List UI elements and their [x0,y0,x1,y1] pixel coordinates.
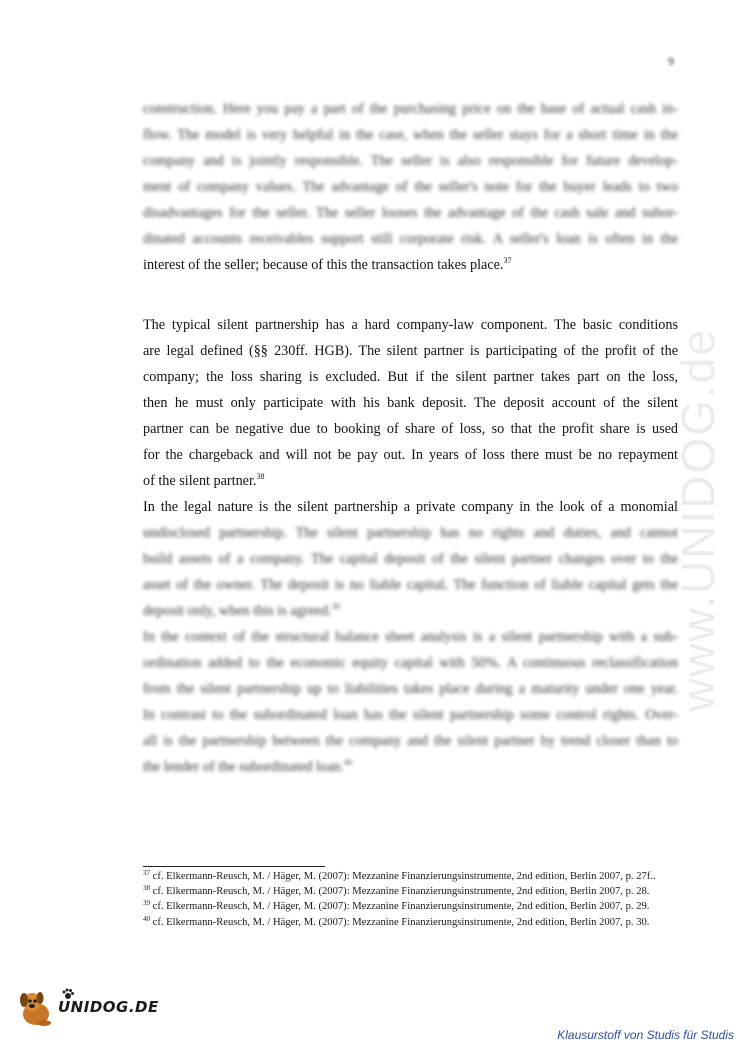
text-line: build assets of a company. The capital deposit of the silent partner changes over to the [143,551,678,567]
text-line: then he must only participate with his bank deposit. The deposit account of the silent [143,395,678,411]
text-line: dinated accounts receivables support still corporate risk. A seller's loan is often in the [143,231,678,247]
page-number: 9 [668,54,674,68]
logo-text: UNIDOG.DE [58,998,159,1016]
footnote-text: cf. Elkermann-Reusch, M. / Häger, M. (2007): Mezzanine Finanzierungsinstrumente, 2nd edition, Berlin 2007, p. 28. [152,886,650,898]
text-line: The typical silent partnership has a hard company-law component. The basic conditions [143,317,678,333]
footnote-ref[interactable]: 37 [503,256,512,265]
text-line: In the legal nature is the silent partnership a private company in the look of a monomial [143,499,678,515]
text-line: all is the partnership between the company and the silent partner by trend closer than to [143,733,678,749]
text-line-content: of the silent partner. [143,473,257,489]
text-line: from the silent partnership up to liabilities takes place during a maturity under one year. [143,681,678,697]
text-line: undisclosed partnership. The silent partnership has no rights and duties, and cannot [143,525,678,541]
text-line: disadvantages for the seller. The seller looses the advantage of the cash sale and subor- [143,205,678,221]
text-line: company; the loss sharing is excluded. But if the silent partner takes part on the loss, [143,369,678,385]
text-line: flow. The model is very helpful in the case, when the seller stays for a short time in the [143,127,678,143]
unidog-logo[interactable] [14,986,159,1030]
paragraph-1 [143,96,678,278]
text-line: are legal defined (§§ 230ff. HGB). The silent partner is participating of the profit of the [143,343,678,359]
footnote-ref[interactable]: 38 [256,472,265,481]
text-line: asset of the owner. The deposit is no liable capital. The function of liable capital gets the [143,577,678,593]
footnote-text: cf. Elkermann-Reusch, M. / Häger, M. (2007): Mezzanine Finanzierungsinstrumente, 2nd edition, Berlin 2007, p. 29. [152,901,650,913]
paragraph-3 [143,494,678,780]
text-line [143,252,678,278]
text-line: construction. Here you pay a part of the purchasing price on the base of actual cash in- [143,101,678,117]
footnote [143,885,680,899]
footnote-number: 39 [143,899,150,908]
text-line: company and is jointly responsible. The seller is also responsible for future develop- [143,153,678,169]
footnote-ref[interactable]: 39 [331,602,340,611]
text-line [143,754,678,780]
footnote-text: cf. Elkermann-Reusch, M. / Häger, M. (2007): Mezzanine Finanzierungsinstrumente, 2nd edition, Berlin 2007, p. 30. [152,916,650,928]
text-line: In the context of the structural balance sheet analysis is a silent partnership with a sub- [143,629,678,645]
text-line [143,468,678,494]
text-line-content: deposit only, when this is agreed. [143,603,332,619]
text-line-content: interest of the seller; because of this the transaction takes place. [143,257,504,273]
footnote-divider [143,866,325,867]
footer-tagline: Klausurstoff von Studis für Studis [557,1028,734,1042]
text-line: ordination added to the economic equity capital with 50%. A continuous reclassification [143,655,678,671]
footnote-number: 37 [143,869,150,877]
footnote-text: cf. Elkermann-Reusch, M. / Häger, M. (2007): Mezzanine Finanzierungsinstrumente, 2nd edition, Berlin 2007, p. 27f.. [152,871,656,882]
text-line: ment of company values. The advantage of the seller's note for the buyer leads to two [143,179,678,195]
footnote-number: 38 [143,884,150,893]
footnotes [143,870,680,931]
text-line-content: the lender of the subordinated loan. [143,759,344,775]
text-line [143,598,678,624]
footnote-ref[interactable]: 40 [343,758,352,767]
footnote [143,870,680,884]
paragraph-2 [143,312,678,494]
text-line: for the chargeback and will not be pay out. In years of loss there must be no repayment [143,447,678,463]
dog-icon [14,986,60,1030]
footnote-number: 40 [143,914,150,923]
text-line: partner can be negative due to booking of share of loss, so that the profit share is used [143,421,678,437]
text-line: In contrast to the subordinated loan has the silent partnership some control rights. Over- [143,707,678,723]
footnote [143,900,680,914]
watermark-text: www.UNIDOG.de [672,328,725,712]
footnote [143,916,680,930]
